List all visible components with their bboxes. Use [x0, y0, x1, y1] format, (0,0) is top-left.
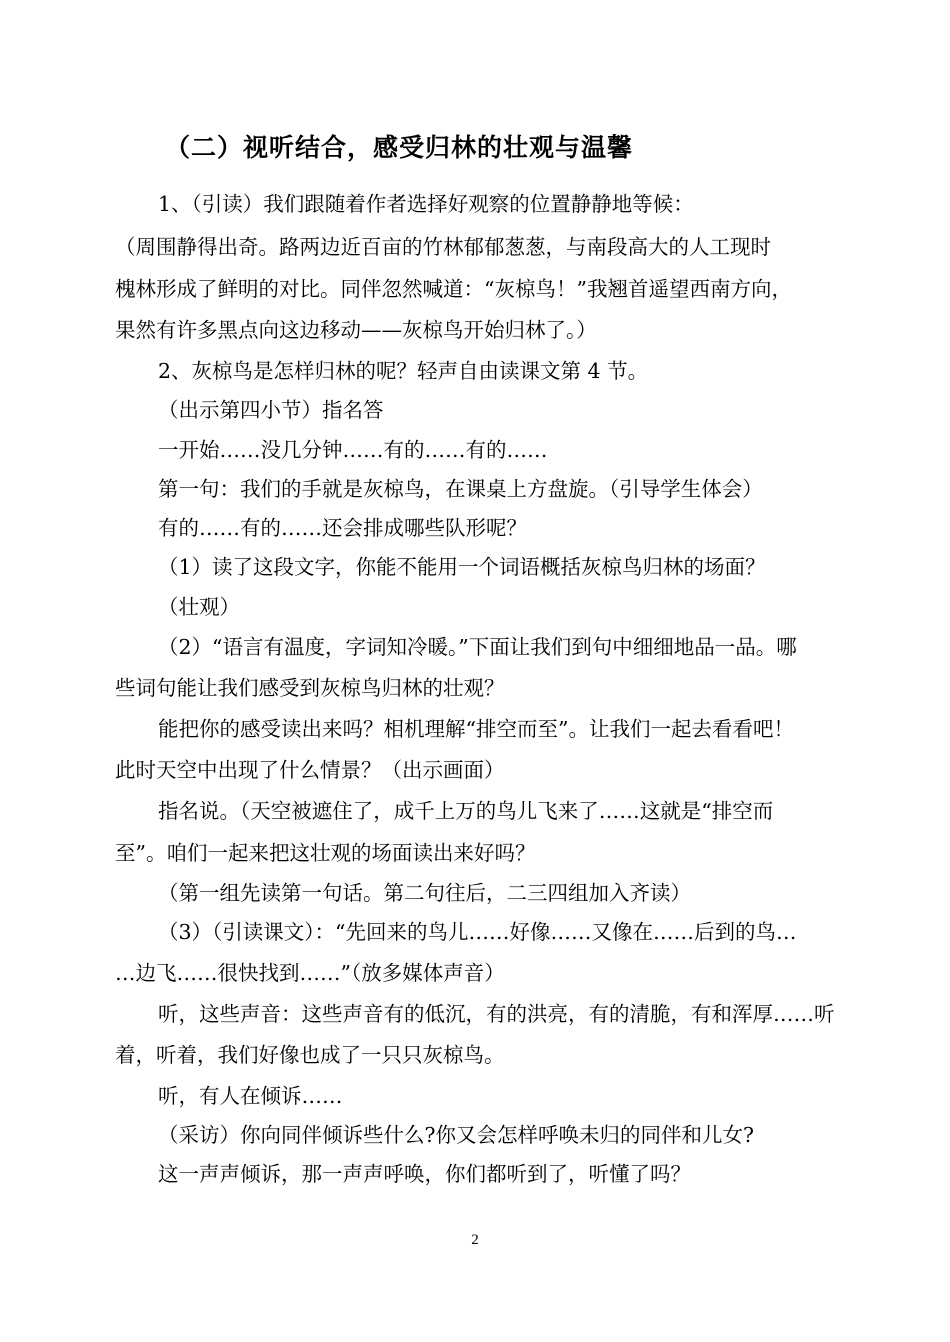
text-line: 听，这些声音：这些声音有的低沉，有的洪亮，有的清脆，有和浑厚……听	[158, 1002, 835, 1026]
text-line: 听，有人在倾诉……	[158, 1084, 343, 1108]
text-line: （1）读了这段文字，你能不能用一个词语概括灰椋鸟归林的场面？	[158, 555, 766, 579]
section-heading: （二）视听结合，感受归林的壮观与温馨	[165, 133, 634, 162]
page-number: 2	[471, 1232, 479, 1248]
text-line: （2）“语言有温度，字词知冷暖。”下面让我们到句中细细地品一品。哪	[158, 635, 797, 659]
text-line: 1、（引读）我们跟随着作者选择好观察的位置静静地等候：	[158, 192, 694, 216]
text-line: 此时天空中出现了什么情景？（出示画面）	[115, 758, 505, 782]
text-line: 至”。咱们一起来把这壮观的场面读出来好吗？	[115, 841, 536, 865]
text-line: （出示第四小节）指名答	[158, 398, 384, 422]
text-line: 2、灰椋鸟是怎样归林的呢？轻声自由读课文第 4 节。	[158, 359, 649, 383]
text-line: …边飞……很快找到……”（放多媒体声音）	[115, 961, 505, 985]
text-line: 槐林形成了鲜明的对比。同伴忽然喊道：“灰椋鸟！”我翘首遥望西南方向，	[115, 277, 792, 301]
text-line: 果然有许多黑点向这边移动——灰椋鸟开始归林了。）	[115, 318, 597, 342]
text-line: 指名说。（天空被遮住了，成千上万的鸟儿飞来了……这就是“排空而	[158, 799, 774, 823]
text-line: 第一句：我们的手就是灰椋鸟，在课桌上方盘旋。（引导学生体会）	[158, 477, 763, 501]
text-line: （3）（引读课文）：“先回来的鸟儿……好像……又像在……后到的鸟…	[158, 920, 797, 944]
text-line: 有的……有的……还会排成哪些队形呢？	[158, 516, 527, 540]
text-line: 这一声声倾诉，那一声声呼唤，你们都听到了，听懂了吗？	[158, 1162, 691, 1186]
text-line: （第一组先读第一句话。第二句往后，二三四组加入齐读）	[158, 881, 691, 905]
text-line: （壮观）	[158, 595, 240, 619]
text-line: 能把你的感受读出来吗？相机理解“排空而至”。让我们一起去看看吧！	[158, 717, 794, 741]
text-line: （采访）你向同伴倾诉些什么?你又会怎样呼唤未归的同伴和儿女?	[158, 1123, 754, 1147]
text-line: 一开始……没几分钟……有的……有的……	[158, 438, 548, 462]
text-line: 些词句能让我们感受到灰椋鸟归林的壮观？	[115, 676, 505, 700]
text-line: 着，听着，我们好像也成了一只只灰椋鸟。	[115, 1043, 505, 1067]
text-line: （周围静得出奇。路两边近百亩的竹林郁郁葱葱，与南段高大的人工现时	[115, 235, 771, 259]
